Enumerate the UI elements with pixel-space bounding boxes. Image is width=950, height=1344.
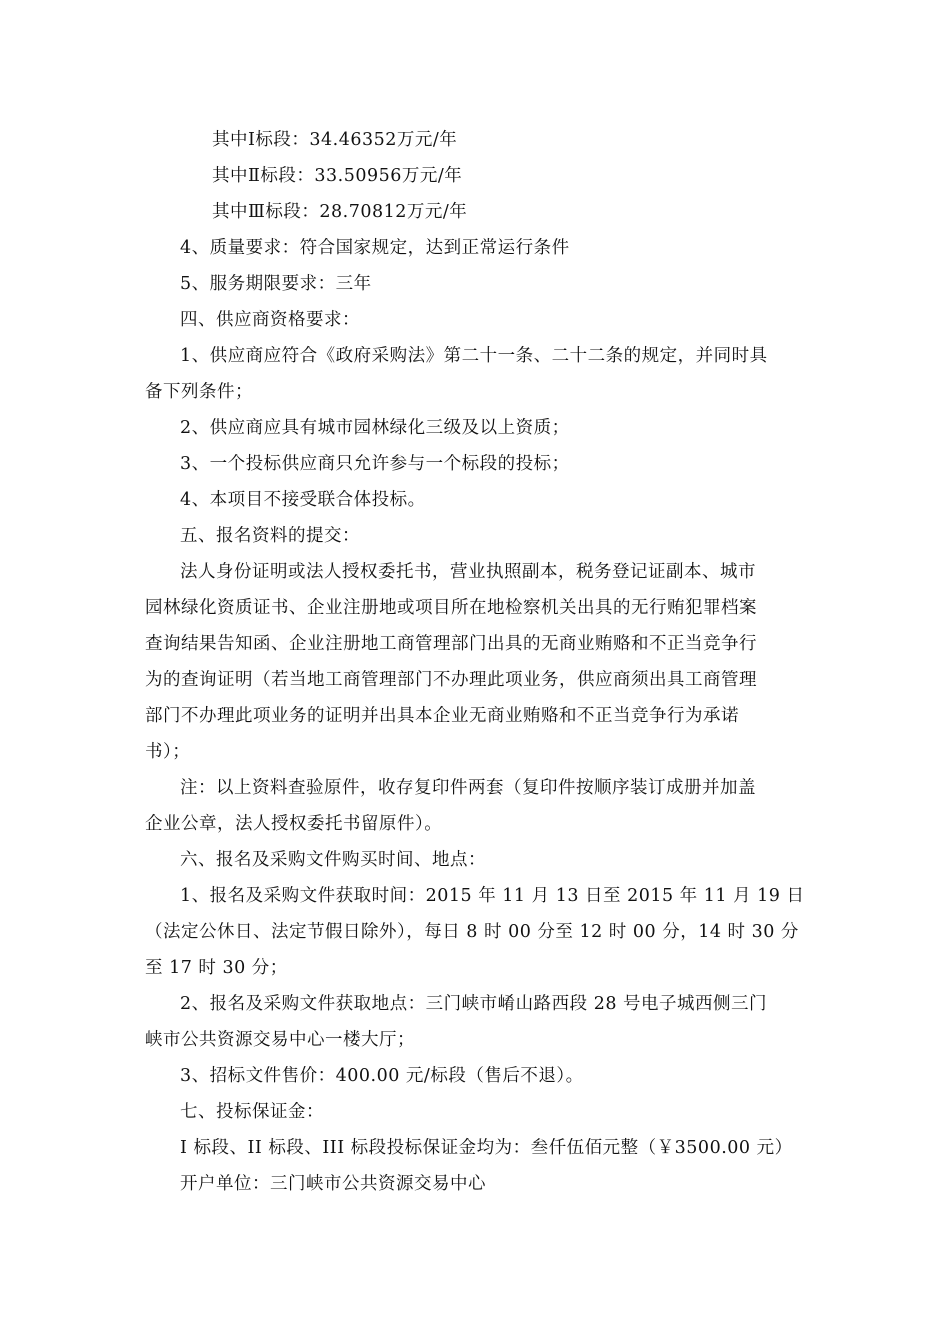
- bid-deposit-amount: I 标段、II 标段、III 标段投标保证金均为：叁仟伍佰元整（￥3500.00 元）: [180, 1138, 793, 1158]
- note-line-1: 注：以上资料查验原件，收存复印件两套（复印件按顺序装订成册并加盖: [180, 778, 756, 798]
- note-paragraph: [145, 770, 810, 842]
- registration-place-line-1: 2、报名及采购文件获取地点：三门峡市崤山路西段 28 号电子城西侧三门: [180, 994, 768, 1014]
- heading-bid-deposit: 七、投标保证金：: [180, 1102, 324, 1122]
- registration-time-line-3: 至 17 时 30 分；: [145, 958, 288, 978]
- registration-place-line-2: 峡市公共资源交易中心一楼大厅；: [145, 1030, 415, 1050]
- qualification-2: 2、供应商应具有城市园林绿化三级及以上资质；: [180, 418, 570, 438]
- materials-line-6: 书）；: [145, 742, 191, 762]
- materials-line-4: 为的查询证明（若当地工商管理部门不办理此项业务，供应商须出具工商管理: [145, 670, 757, 690]
- quality-requirement: 4、质量要求：符合国家规定，达到正常运行条件: [180, 238, 570, 258]
- qualification-1-line-2: 备下列条件；: [145, 382, 253, 402]
- registration-place: [145, 986, 810, 1058]
- budget-lot-3: 其中Ⅲ标段：28.70812万元/年: [212, 202, 468, 222]
- registration-time-line-1: 1、报名及采购文件获取时间：2015 年 11 月 13 日至 2015 年 11 月 19 日: [180, 886, 805, 906]
- heading-registration-materials: 五、报名资料的提交：: [180, 526, 360, 546]
- document-body: [145, 122, 810, 1202]
- materials-line-3: 查询结果告知函、企业注册地工商管理部门出具的无商业贿赂和不正当竞争行: [145, 634, 757, 654]
- materials-line-1: 法人身份证明或法人授权委托书，营业执照副本，税务登记证副本、城市: [180, 562, 756, 582]
- budget-lot-1: 其中Ⅰ标段：34.46352万元/年: [212, 130, 458, 150]
- materials-paragraph: [145, 554, 810, 770]
- registration-time-line-2: （法定公休日、法定节假日除外），每日 8 时 00 分至 12 时 00 分，14 时 30 分: [145, 922, 799, 942]
- service-period: 5、服务期限要求：三年: [180, 274, 372, 294]
- materials-line-2: 园林绿化资质证书、企业注册地或项目所在地检察机关出具的无行贿犯罪档案: [145, 598, 757, 618]
- materials-line-5: 部门不办理此项业务的证明并出具本企业无商业贿赂和不正当竞争行为承诺: [145, 706, 739, 726]
- budget-lot-2: 其中Ⅱ标段：33.50956万元/年: [212, 166, 463, 186]
- account-holder: 开户单位：三门峡市公共资源交易中心: [180, 1174, 486, 1194]
- registration-time: [145, 878, 810, 986]
- heading-registration-time-place: 六、报名及采购文件购买时间、地点：: [180, 850, 486, 870]
- qualification-1-line-1: 1、供应商应符合《政府采购法》第二十一条、二十二条的规定，并同时具: [180, 346, 768, 366]
- note-line-2: 企业公章，法人授权委托书留原件）。: [145, 814, 443, 834]
- qualification-3: 3、一个投标供应商只允许参与一个标段的投标；: [180, 454, 570, 474]
- document-price: 3、招标文件售价：400.00 元/标段（售后不退）。: [180, 1066, 584, 1086]
- qualification-1: [145, 338, 810, 410]
- heading-supplier-qualification: 四、供应商资格要求：: [180, 310, 360, 330]
- qualification-4: 4、本项目不接受联合体投标。: [180, 490, 426, 510]
